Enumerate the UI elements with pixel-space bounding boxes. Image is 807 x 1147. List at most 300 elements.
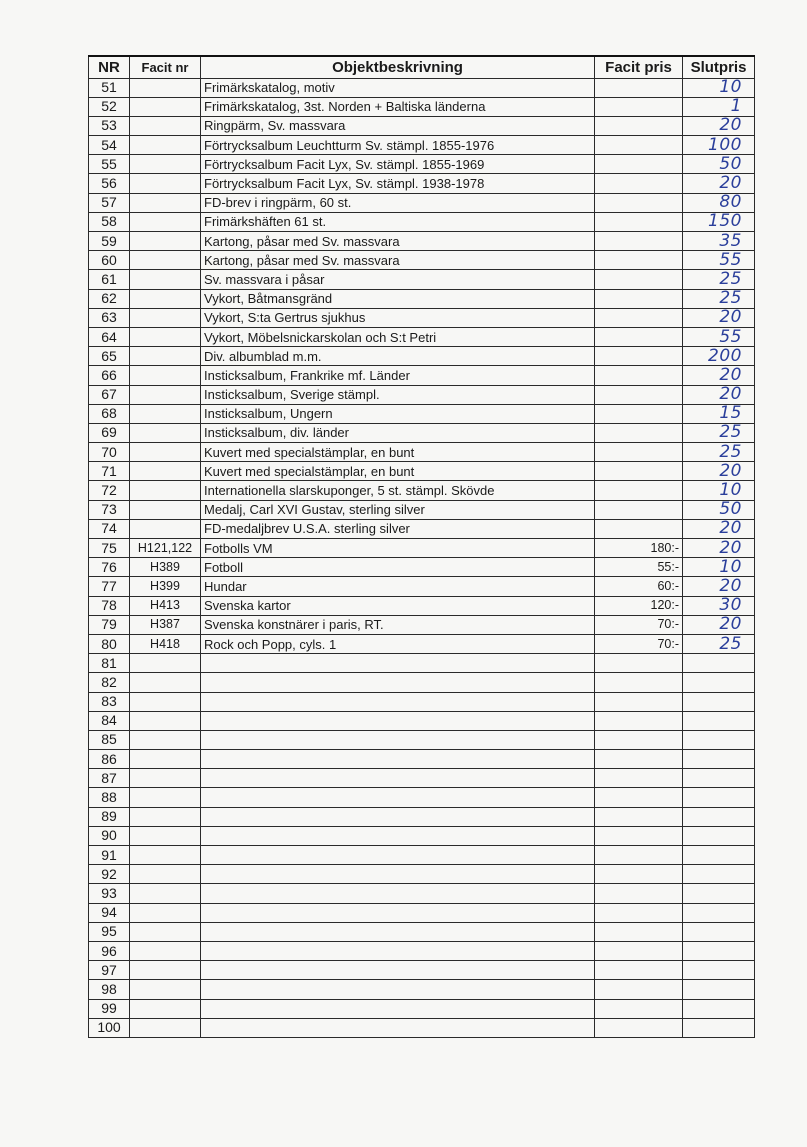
description-cell — [201, 903, 595, 922]
final-price-handwritten: 10 — [683, 78, 755, 97]
description-cell: Vykort, Möbelsnickarskolan och S:t Petri — [201, 327, 595, 346]
facit-number-cell: H413 — [130, 596, 201, 615]
description-cell: Insticksalbum, div. länder — [201, 423, 595, 442]
final-price-handwritten: 20 — [683, 385, 755, 404]
facit-price-cell — [595, 941, 683, 960]
final-price-handwritten — [683, 788, 755, 807]
description-cell — [201, 826, 595, 845]
final-price-handwritten: 30 — [683, 596, 755, 615]
table-row — [89, 385, 755, 404]
table-row — [89, 884, 755, 903]
table-row — [89, 212, 755, 231]
lot-number-cell: 92 — [89, 865, 130, 884]
description-cell: Svenska kartor — [201, 596, 595, 615]
lot-number-cell: 63 — [89, 308, 130, 327]
facit-price-cell — [595, 922, 683, 941]
lot-number-cell: 65 — [89, 347, 130, 366]
table-row — [89, 443, 755, 462]
facit-price-cell — [595, 232, 683, 251]
description-cell: Kuvert med specialstämplar, en bunt — [201, 443, 595, 462]
facit-number-cell — [130, 941, 201, 960]
facit-number-cell — [130, 999, 201, 1018]
final-price-handwritten — [683, 750, 755, 769]
description-cell: Kartong, påsar med Sv. massvara — [201, 232, 595, 251]
description-cell: Div. albumblad m.m. — [201, 347, 595, 366]
facit-number-cell — [130, 155, 201, 174]
description-cell — [201, 788, 595, 807]
facit-price-cell — [595, 865, 683, 884]
table-row — [89, 865, 755, 884]
lot-number-cell: 97 — [89, 961, 130, 980]
lot-number-cell: 72 — [89, 481, 130, 500]
table-row — [89, 846, 755, 865]
lot-table — [88, 55, 755, 1038]
description-cell: Frimärkskatalog, 3st. Norden + Baltiska länderna — [201, 97, 595, 116]
table-row — [89, 136, 755, 155]
description-cell: Insticksalbum, Ungern — [201, 404, 595, 423]
header-row — [89, 56, 755, 78]
facit-number-cell — [130, 232, 201, 251]
lot-number-cell: 98 — [89, 980, 130, 999]
facit-price-cell — [595, 999, 683, 1018]
table-row — [89, 251, 755, 270]
final-price-handwritten: 20 — [683, 615, 755, 634]
final-price-handwritten — [683, 711, 755, 730]
table-row — [89, 347, 755, 366]
facit-number-cell — [130, 423, 201, 442]
header-final-price: Slutpris — [683, 56, 755, 78]
table-row — [89, 558, 755, 577]
facit-price-cell — [595, 807, 683, 826]
lot-number-cell: 56 — [89, 174, 130, 193]
facit-number-cell — [130, 769, 201, 788]
table-row — [89, 999, 755, 1018]
description-cell — [201, 654, 595, 673]
facit-number-cell: H418 — [130, 634, 201, 653]
facit-price-cell — [595, 404, 683, 423]
final-price-handwritten: 25 — [683, 443, 755, 462]
final-price-handwritten: 100 — [683, 136, 755, 155]
description-cell — [201, 711, 595, 730]
facit-number-cell — [130, 347, 201, 366]
facit-number-cell — [130, 788, 201, 807]
facit-price-cell — [595, 251, 683, 270]
final-price-handwritten — [683, 980, 755, 999]
table-row — [89, 462, 755, 481]
final-price-handwritten: 10 — [683, 481, 755, 500]
facit-price-cell — [595, 193, 683, 212]
facit-price-cell — [595, 654, 683, 673]
final-price-handwritten: 25 — [683, 634, 755, 653]
facit-number-cell — [130, 980, 201, 999]
final-price-handwritten — [683, 865, 755, 884]
facit-price-cell — [595, 116, 683, 135]
facit-number-cell — [130, 846, 201, 865]
table-row — [89, 78, 755, 97]
table-row — [89, 327, 755, 346]
description-cell: Ringpärm, Sv. massvara — [201, 116, 595, 135]
facit-number-cell — [130, 922, 201, 941]
final-price-handwritten — [683, 999, 755, 1018]
description-cell: Rock och Popp, cyls. 1 — [201, 634, 595, 653]
facit-number-cell — [130, 481, 201, 500]
description-cell: Sv. massvara i påsar — [201, 270, 595, 289]
description-cell: Internationella slarskuponger, 5 st. stämpl. Skövde — [201, 481, 595, 500]
description-cell: Frimärkshäften 61 st. — [201, 212, 595, 231]
table-row — [89, 615, 755, 634]
lot-number-cell: 58 — [89, 212, 130, 231]
facit-number-cell — [130, 692, 201, 711]
facit-price-cell — [595, 462, 683, 481]
final-price-handwritten — [683, 884, 755, 903]
final-price-handwritten — [683, 1018, 755, 1037]
description-cell: Förtrycksalbum Facit Lyx, Sv. stämpl. 1855-1969 — [201, 155, 595, 174]
facit-price-cell — [595, 136, 683, 155]
table-row — [89, 692, 755, 711]
header-facit-price: Facit pris — [595, 56, 683, 78]
facit-number-cell — [130, 462, 201, 481]
description-cell: Vykort, S:ta Gertrus sjukhus — [201, 308, 595, 327]
facit-price-cell — [595, 692, 683, 711]
final-price-handwritten: 200 — [683, 347, 755, 366]
lot-number-cell: 81 — [89, 654, 130, 673]
auction-result-sheet — [88, 55, 754, 1038]
facit-number-cell — [130, 826, 201, 845]
table-row — [89, 673, 755, 692]
facit-number-cell — [130, 519, 201, 538]
final-price-handwritten: 55 — [683, 251, 755, 270]
description-cell — [201, 865, 595, 884]
table-row — [89, 308, 755, 327]
table-row — [89, 97, 755, 116]
facit-price-cell — [595, 212, 683, 231]
facit-price-cell — [595, 385, 683, 404]
description-cell — [201, 1018, 595, 1037]
facit-number-cell — [130, 903, 201, 922]
table-row — [89, 289, 755, 308]
lot-number-cell: 77 — [89, 577, 130, 596]
final-price-handwritten — [683, 673, 755, 692]
description-cell — [201, 980, 595, 999]
lot-number-cell: 69 — [89, 423, 130, 442]
description-cell: FD-medaljbrev U.S.A. sterling silver — [201, 519, 595, 538]
table-row — [89, 769, 755, 788]
final-price-handwritten — [683, 807, 755, 826]
lot-number-cell: 59 — [89, 232, 130, 251]
table-row — [89, 961, 755, 980]
lot-number-cell: 73 — [89, 500, 130, 519]
description-cell: Fotboll — [201, 558, 595, 577]
description-cell — [201, 750, 595, 769]
lot-number-cell: 71 — [89, 462, 130, 481]
final-price-handwritten: 20 — [683, 308, 755, 327]
lot-number-cell: 60 — [89, 251, 130, 270]
facit-number-cell — [130, 289, 201, 308]
facit-number-cell — [130, 270, 201, 289]
facit-number-cell — [130, 711, 201, 730]
table-row — [89, 423, 755, 442]
description-cell — [201, 692, 595, 711]
facit-price-cell — [595, 347, 683, 366]
facit-price-cell — [595, 443, 683, 462]
final-price-handwritten: 50 — [683, 155, 755, 174]
table-row — [89, 500, 755, 519]
table-row — [89, 404, 755, 423]
description-cell — [201, 807, 595, 826]
facit-price-cell: 70:- — [595, 634, 683, 653]
lot-number-cell: 89 — [89, 807, 130, 826]
facit-price-cell — [595, 673, 683, 692]
facit-number-cell — [130, 961, 201, 980]
lot-number-cell: 79 — [89, 615, 130, 634]
description-cell — [201, 999, 595, 1018]
facit-price-cell — [595, 788, 683, 807]
lot-number-cell: 67 — [89, 385, 130, 404]
facit-number-cell — [130, 385, 201, 404]
table-row — [89, 193, 755, 212]
final-price-handwritten — [683, 922, 755, 941]
table-row — [89, 711, 755, 730]
final-price-handwritten: 20 — [683, 366, 755, 385]
final-price-handwritten — [683, 730, 755, 749]
table-row — [89, 730, 755, 749]
final-price-handwritten — [683, 769, 755, 788]
facit-price-cell: 120:- — [595, 596, 683, 615]
lot-number-cell: 85 — [89, 730, 130, 749]
final-price-handwritten: 35 — [683, 232, 755, 251]
final-price-handwritten: 15 — [683, 404, 755, 423]
facit-number-cell — [130, 116, 201, 135]
description-cell: Insticksalbum, Sverige stämpl. — [201, 385, 595, 404]
facit-number-cell — [130, 327, 201, 346]
facit-price-cell — [595, 500, 683, 519]
facit-number-cell — [130, 730, 201, 749]
lot-number-cell: 83 — [89, 692, 130, 711]
final-price-handwritten: 20 — [683, 519, 755, 538]
final-price-handwritten: 25 — [683, 423, 755, 442]
facit-price-cell — [595, 366, 683, 385]
facit-price-cell — [595, 423, 683, 442]
lot-number-cell: 94 — [89, 903, 130, 922]
lot-rows — [89, 78, 755, 1037]
final-price-handwritten: 50 — [683, 500, 755, 519]
lot-number-cell: 62 — [89, 289, 130, 308]
facit-price-cell — [595, 270, 683, 289]
lot-number-cell: 70 — [89, 443, 130, 462]
description-cell: Frimärkskatalog, motiv — [201, 78, 595, 97]
final-price-handwritten — [683, 654, 755, 673]
final-price-handwritten — [683, 692, 755, 711]
table-row — [89, 941, 755, 960]
facit-price-cell: 60:- — [595, 577, 683, 596]
table-row — [89, 155, 755, 174]
final-price-handwritten — [683, 941, 755, 960]
facit-price-cell: 70:- — [595, 615, 683, 634]
lot-number-cell: 93 — [89, 884, 130, 903]
facit-price-cell — [595, 1018, 683, 1037]
description-cell: Hundar — [201, 577, 595, 596]
description-cell — [201, 884, 595, 903]
lot-number-cell: 90 — [89, 826, 130, 845]
lot-number-cell: 80 — [89, 634, 130, 653]
description-cell: Svenska konstnärer i paris, RT. — [201, 615, 595, 634]
lot-number-cell: 66 — [89, 366, 130, 385]
description-cell — [201, 673, 595, 692]
lot-number-cell: 100 — [89, 1018, 130, 1037]
table-row — [89, 903, 755, 922]
table-row — [89, 270, 755, 289]
description-cell — [201, 730, 595, 749]
description-cell: Medalj, Carl XVI Gustav, sterling silver — [201, 500, 595, 519]
final-price-handwritten: 20 — [683, 539, 755, 558]
facit-price-cell: 180:- — [595, 539, 683, 558]
table-row — [89, 654, 755, 673]
description-cell: Förtrycksalbum Facit Lyx, Sv. stämpl. 1938-1978 — [201, 174, 595, 193]
table-row — [89, 174, 755, 193]
lot-number-cell: 88 — [89, 788, 130, 807]
table-row — [89, 519, 755, 538]
facit-number-cell — [130, 865, 201, 884]
table-row — [89, 922, 755, 941]
final-price-handwritten: 20 — [683, 577, 755, 596]
facit-price-cell — [595, 97, 683, 116]
facit-number-cell — [130, 174, 201, 193]
facit-number-cell — [130, 750, 201, 769]
final-price-handwritten: 25 — [683, 270, 755, 289]
final-price-handwritten — [683, 826, 755, 845]
final-price-handwritten: 1 — [683, 97, 755, 116]
header-description: Objektbeskrivning — [201, 56, 595, 78]
lot-number-cell: 52 — [89, 97, 130, 116]
facit-number-cell — [130, 136, 201, 155]
facit-number-cell — [130, 78, 201, 97]
lot-number-cell: 95 — [89, 922, 130, 941]
table-row — [89, 750, 755, 769]
final-price-handwritten — [683, 961, 755, 980]
facit-number-cell — [130, 673, 201, 692]
lot-number-cell: 74 — [89, 519, 130, 538]
facit-price-cell — [595, 327, 683, 346]
final-price-handwritten: 10 — [683, 558, 755, 577]
table-row — [89, 596, 755, 615]
lot-number-cell: 99 — [89, 999, 130, 1018]
lot-number-cell: 75 — [89, 539, 130, 558]
facit-price-cell — [595, 750, 683, 769]
facit-number-cell — [130, 404, 201, 423]
facit-price-cell — [595, 174, 683, 193]
lot-number-cell: 78 — [89, 596, 130, 615]
description-cell: FD-brev i ringpärm, 60 st. — [201, 193, 595, 212]
table-row — [89, 634, 755, 653]
lot-number-cell: 86 — [89, 750, 130, 769]
description-cell — [201, 941, 595, 960]
table-row — [89, 577, 755, 596]
facit-price-cell — [595, 769, 683, 788]
lot-number-cell: 61 — [89, 270, 130, 289]
lot-number-cell: 53 — [89, 116, 130, 135]
lot-number-cell: 76 — [89, 558, 130, 577]
lot-number-cell: 82 — [89, 673, 130, 692]
description-cell: Insticksalbum, Frankrike mf. Länder — [201, 366, 595, 385]
final-price-handwritten — [683, 903, 755, 922]
lot-number-cell: 51 — [89, 78, 130, 97]
description-cell: Kuvert med specialstämplar, en bunt — [201, 462, 595, 481]
table-row — [89, 788, 755, 807]
facit-number-cell — [130, 97, 201, 116]
final-price-handwritten: 55 — [683, 327, 755, 346]
facit-price-cell — [595, 903, 683, 922]
facit-price-cell — [595, 711, 683, 730]
facit-price-cell — [595, 730, 683, 749]
table-row — [89, 807, 755, 826]
facit-number-cell — [130, 366, 201, 385]
lot-number-cell: 57 — [89, 193, 130, 212]
facit-number-cell — [130, 251, 201, 270]
final-price-handwritten — [683, 846, 755, 865]
description-cell — [201, 846, 595, 865]
table-row — [89, 826, 755, 845]
table-row — [89, 1018, 755, 1037]
table-row — [89, 980, 755, 999]
facit-number-cell — [130, 193, 201, 212]
facit-price-cell — [595, 155, 683, 174]
description-cell: Kartong, påsar med Sv. massvara — [201, 251, 595, 270]
description-cell — [201, 961, 595, 980]
facit-price-cell — [595, 78, 683, 97]
facit-price-cell — [595, 826, 683, 845]
lot-number-cell: 55 — [89, 155, 130, 174]
facit-number-cell: H121,122 — [130, 539, 201, 558]
header-facit-nr: Facit nr — [130, 56, 201, 78]
facit-number-cell — [130, 500, 201, 519]
table-row — [89, 481, 755, 500]
lot-number-cell: 84 — [89, 711, 130, 730]
facit-price-cell: 55:- — [595, 558, 683, 577]
final-price-handwritten: 20 — [683, 462, 755, 481]
facit-number-cell — [130, 443, 201, 462]
facit-price-cell — [595, 884, 683, 903]
lot-number-cell: 64 — [89, 327, 130, 346]
facit-number-cell: H389 — [130, 558, 201, 577]
header-nr: NR — [89, 56, 130, 78]
facit-number-cell — [130, 807, 201, 826]
final-price-handwritten: 20 — [683, 174, 755, 193]
facit-number-cell — [130, 654, 201, 673]
facit-number-cell — [130, 308, 201, 327]
description-cell: Vykort, Båtmansgränd — [201, 289, 595, 308]
facit-price-cell — [595, 519, 683, 538]
description-cell — [201, 922, 595, 941]
facit-number-cell: H387 — [130, 615, 201, 634]
facit-price-cell — [595, 289, 683, 308]
final-price-handwritten: 150 — [683, 212, 755, 231]
final-price-handwritten: 20 — [683, 116, 755, 135]
final-price-handwritten: 80 — [683, 193, 755, 212]
facit-number-cell — [130, 884, 201, 903]
facit-price-cell — [595, 961, 683, 980]
description-cell — [201, 769, 595, 788]
lot-number-cell: 54 — [89, 136, 130, 155]
table-row — [89, 539, 755, 558]
description-cell: Fotbolls VM — [201, 539, 595, 558]
table-row — [89, 366, 755, 385]
final-price-handwritten: 25 — [683, 289, 755, 308]
lot-number-cell: 96 — [89, 941, 130, 960]
table-row — [89, 116, 755, 135]
facit-price-cell — [595, 846, 683, 865]
facit-number-cell — [130, 1018, 201, 1037]
description-cell: Förtrycksalbum Leuchtturm Sv. stämpl. 1855-1976 — [201, 136, 595, 155]
